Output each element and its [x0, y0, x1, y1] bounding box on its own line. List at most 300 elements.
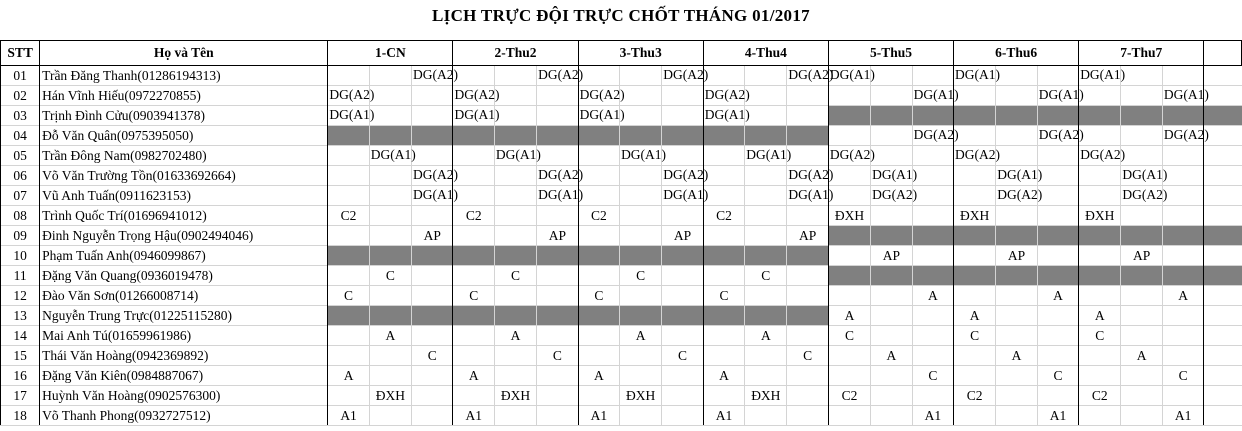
- schedule-cell[interactable]: [1037, 186, 1078, 206]
- schedule-cell[interactable]: [662, 166, 709, 186]
- schedule-cell[interactable]: [703, 346, 744, 366]
- schedule-cell[interactable]: C: [578, 286, 619, 306]
- schedule-cell[interactable]: [453, 346, 494, 366]
- schedule-cell[interactable]: [1204, 186, 1242, 206]
- schedule-cell[interactable]: [703, 246, 744, 266]
- schedule-cell[interactable]: [369, 66, 411, 86]
- schedule-cell[interactable]: [954, 266, 996, 286]
- schedule-cell[interactable]: [996, 186, 1043, 206]
- schedule-cell[interactable]: ĐXH: [1079, 206, 1121, 226]
- schedule-cell[interactable]: [828, 246, 870, 266]
- schedule-cell[interactable]: [787, 266, 828, 286]
- schedule-cell[interactable]: A1: [912, 406, 953, 426]
- schedule-cell[interactable]: [1079, 66, 1126, 86]
- schedule-cell[interactable]: AP: [412, 226, 453, 246]
- schedule-cell[interactable]: [494, 106, 536, 126]
- schedule-cell[interactable]: [494, 346, 536, 366]
- schedule-cell[interactable]: [620, 406, 662, 426]
- schedule-cell[interactable]: [412, 246, 453, 266]
- schedule-cell[interactable]: [494, 66, 536, 86]
- schedule-cell[interactable]: [369, 146, 416, 166]
- schedule-cell[interactable]: [1079, 366, 1121, 386]
- schedule-cell[interactable]: [1121, 186, 1168, 206]
- schedule-cell[interactable]: [494, 166, 536, 186]
- schedule-cell[interactable]: [871, 86, 912, 106]
- schedule-cell[interactable]: AP: [871, 246, 912, 266]
- schedule-cell[interactable]: [537, 126, 578, 146]
- schedule-cell[interactable]: [1121, 406, 1162, 426]
- schedule-cell[interactable]: [369, 246, 411, 266]
- schedule-cell[interactable]: [871, 146, 912, 166]
- schedule-cell[interactable]: C2: [703, 206, 744, 226]
- schedule-cell[interactable]: [578, 146, 619, 166]
- schedule-cell[interactable]: [954, 146, 1001, 166]
- schedule-cell[interactable]: [412, 286, 453, 306]
- schedule-cell[interactable]: [745, 246, 787, 266]
- schedule-cell[interactable]: [453, 386, 494, 406]
- schedule-cell[interactable]: [828, 266, 870, 286]
- schedule-cell[interactable]: A: [828, 306, 870, 326]
- schedule-cell[interactable]: [703, 126, 744, 146]
- schedule-cell[interactable]: [662, 246, 703, 266]
- schedule-cell[interactable]: C: [369, 266, 411, 286]
- schedule-cell[interactable]: C: [912, 366, 953, 386]
- schedule-cell[interactable]: [453, 246, 494, 266]
- schedule-cell[interactable]: [996, 206, 1037, 226]
- schedule-cell[interactable]: [328, 86, 375, 106]
- schedule-cell[interactable]: [453, 186, 494, 206]
- schedule-cell[interactable]: [494, 146, 541, 166]
- schedule-cell[interactable]: [703, 226, 744, 246]
- schedule-cell[interactable]: [1121, 226, 1162, 246]
- schedule-cell[interactable]: [328, 346, 369, 366]
- schedule-cell[interactable]: C: [1079, 326, 1121, 346]
- schedule-cell[interactable]: [578, 346, 619, 366]
- schedule-cell[interactable]: A: [745, 326, 787, 346]
- schedule-cell[interactable]: [1162, 386, 1203, 406]
- schedule-cell[interactable]: [328, 266, 369, 286]
- schedule-cell[interactable]: [787, 206, 828, 226]
- schedule-cell[interactable]: [787, 326, 828, 346]
- schedule-cell[interactable]: [494, 186, 536, 206]
- schedule-cell[interactable]: C: [1162, 366, 1203, 386]
- schedule-cell[interactable]: A: [578, 366, 619, 386]
- schedule-cell[interactable]: [828, 66, 875, 86]
- schedule-cell[interactable]: A: [1121, 346, 1162, 366]
- schedule-cell[interactable]: [871, 186, 918, 206]
- schedule-cell[interactable]: [912, 346, 953, 366]
- schedule-cell[interactable]: A: [328, 366, 369, 386]
- schedule-cell[interactable]: [537, 286, 578, 306]
- schedule-cell[interactable]: [787, 246, 828, 266]
- schedule-cell[interactable]: [828, 406, 870, 426]
- schedule-cell[interactable]: [745, 66, 787, 86]
- schedule-cell[interactable]: [1121, 266, 1162, 286]
- schedule-cell[interactable]: [1162, 186, 1203, 206]
- schedule-cell[interactable]: [1204, 326, 1242, 346]
- schedule-cell[interactable]: [369, 86, 411, 106]
- schedule-cell[interactable]: [328, 126, 369, 146]
- schedule-cell[interactable]: [745, 406, 787, 426]
- schedule-cell[interactable]: [954, 406, 996, 426]
- schedule-cell[interactable]: [328, 326, 369, 346]
- schedule-cell[interactable]: [703, 186, 744, 206]
- schedule-cell[interactable]: [453, 126, 494, 146]
- schedule-cell[interactable]: [1037, 106, 1078, 126]
- schedule-cell[interactable]: C2: [578, 206, 619, 226]
- schedule-cell[interactable]: [1079, 286, 1121, 306]
- schedule-cell[interactable]: [703, 386, 744, 406]
- schedule-cell[interactable]: [828, 226, 870, 246]
- schedule-cell[interactable]: [537, 106, 578, 126]
- schedule-cell[interactable]: [578, 166, 619, 186]
- schedule-cell[interactable]: [954, 226, 996, 246]
- schedule-cell[interactable]: [996, 146, 1037, 166]
- schedule-cell[interactable]: [745, 346, 787, 366]
- schedule-cell[interactable]: [662, 146, 703, 166]
- schedule-cell[interactable]: C: [787, 346, 828, 366]
- schedule-cell[interactable]: [369, 286, 411, 306]
- schedule-cell[interactable]: A: [703, 366, 744, 386]
- schedule-cell[interactable]: [745, 86, 787, 106]
- schedule-cell[interactable]: [1121, 66, 1162, 86]
- schedule-cell[interactable]: [537, 246, 578, 266]
- schedule-cell[interactable]: [787, 366, 828, 386]
- schedule-cell[interactable]: [578, 126, 619, 146]
- schedule-cell[interactable]: [871, 326, 912, 346]
- schedule-cell[interactable]: [828, 146, 875, 166]
- schedule-cell[interactable]: [328, 386, 369, 406]
- schedule-cell[interactable]: [662, 286, 703, 306]
- schedule-cell[interactable]: [1204, 86, 1242, 106]
- schedule-cell[interactable]: [328, 106, 375, 126]
- schedule-cell[interactable]: [1162, 66, 1203, 86]
- schedule-cell[interactable]: [912, 66, 953, 86]
- schedule-cell[interactable]: C: [662, 346, 703, 366]
- schedule-cell[interactable]: [912, 266, 953, 286]
- schedule-cell[interactable]: [537, 406, 578, 426]
- schedule-cell[interactable]: ĐXH: [828, 206, 870, 226]
- schedule-cell[interactable]: [1162, 86, 1209, 106]
- schedule-cell[interactable]: [787, 386, 828, 406]
- schedule-cell[interactable]: [996, 306, 1037, 326]
- schedule-cell[interactable]: [578, 266, 619, 286]
- schedule-cell[interactable]: [1121, 306, 1162, 326]
- schedule-cell[interactable]: [412, 66, 458, 86]
- schedule-cell[interactable]: [787, 146, 828, 166]
- schedule-cell[interactable]: [1162, 146, 1203, 166]
- schedule-cell[interactable]: [662, 306, 703, 326]
- schedule-cell[interactable]: [996, 406, 1037, 426]
- schedule-cell[interactable]: [369, 186, 411, 206]
- schedule-cell[interactable]: [328, 166, 369, 186]
- schedule-cell[interactable]: [1079, 146, 1126, 166]
- schedule-cell[interactable]: [871, 286, 912, 306]
- schedule-cell[interactable]: [996, 106, 1037, 126]
- schedule-cell[interactable]: [453, 326, 494, 346]
- schedule-cell[interactable]: [578, 66, 619, 86]
- schedule-cell[interactable]: [369, 106, 411, 126]
- schedule-cell[interactable]: [620, 286, 662, 306]
- schedule-cell[interactable]: [620, 186, 662, 206]
- schedule-cell[interactable]: [996, 386, 1037, 406]
- schedule-cell[interactable]: [912, 146, 953, 166]
- schedule-cell[interactable]: ĐXH: [494, 386, 536, 406]
- schedule-cell[interactable]: [369, 166, 411, 186]
- schedule-cell[interactable]: [745, 366, 787, 386]
- schedule-cell[interactable]: [537, 386, 578, 406]
- schedule-cell[interactable]: C: [954, 326, 996, 346]
- schedule-cell[interactable]: [703, 306, 744, 326]
- schedule-cell[interactable]: [494, 226, 536, 246]
- schedule-cell[interactable]: [1204, 266, 1242, 286]
- schedule-cell[interactable]: [328, 186, 369, 206]
- schedule-cell[interactable]: [1037, 126, 1084, 146]
- schedule-cell[interactable]: [1121, 366, 1162, 386]
- schedule-cell[interactable]: [620, 66, 662, 86]
- schedule-cell[interactable]: [662, 186, 709, 206]
- schedule-cell[interactable]: [996, 286, 1037, 306]
- schedule-cell[interactable]: [828, 166, 870, 186]
- schedule-cell[interactable]: [1037, 146, 1078, 166]
- schedule-cell[interactable]: [703, 86, 750, 106]
- schedule-cell[interactable]: [1204, 246, 1242, 266]
- schedule-cell[interactable]: [828, 106, 870, 126]
- schedule-cell[interactable]: A: [954, 306, 996, 326]
- schedule-cell[interactable]: [537, 326, 578, 346]
- schedule-cell[interactable]: [1121, 126, 1162, 146]
- schedule-cell[interactable]: C: [703, 286, 744, 306]
- schedule-cell[interactable]: [1079, 166, 1121, 186]
- schedule-cell[interactable]: [369, 366, 411, 386]
- schedule-cell[interactable]: [1037, 326, 1078, 346]
- schedule-cell[interactable]: ĐXH: [745, 386, 787, 406]
- schedule-cell[interactable]: [453, 266, 494, 286]
- schedule-cell[interactable]: [1121, 206, 1162, 226]
- schedule-cell[interactable]: [912, 226, 953, 246]
- schedule-cell[interactable]: [871, 226, 912, 246]
- schedule-cell[interactable]: [1079, 186, 1121, 206]
- schedule-cell[interactable]: [1162, 246, 1203, 266]
- schedule-cell[interactable]: [412, 366, 453, 386]
- schedule-cell[interactable]: [996, 266, 1037, 286]
- schedule-cell[interactable]: C: [1037, 366, 1078, 386]
- schedule-cell[interactable]: [620, 106, 662, 126]
- schedule-cell[interactable]: [412, 86, 453, 106]
- schedule-cell[interactable]: [1121, 386, 1162, 406]
- schedule-cell[interactable]: [1037, 86, 1084, 106]
- schedule-cell[interactable]: [912, 206, 953, 226]
- schedule-cell[interactable]: [1121, 326, 1162, 346]
- schedule-cell[interactable]: [787, 186, 834, 206]
- schedule-cell[interactable]: [1037, 266, 1078, 286]
- schedule-cell[interactable]: [1204, 66, 1242, 86]
- schedule-cell[interactable]: [412, 266, 453, 286]
- schedule-cell[interactable]: [412, 146, 453, 166]
- schedule-cell[interactable]: [494, 126, 536, 146]
- schedule-cell[interactable]: [996, 226, 1037, 246]
- schedule-cell[interactable]: [954, 126, 996, 146]
- schedule-cell[interactable]: [745, 206, 787, 226]
- schedule-cell[interactable]: [494, 286, 536, 306]
- schedule-cell[interactable]: [537, 306, 578, 326]
- schedule-cell[interactable]: AP: [787, 226, 828, 246]
- schedule-cell[interactable]: C2: [1079, 386, 1121, 406]
- schedule-cell[interactable]: A1: [453, 406, 494, 426]
- schedule-cell[interactable]: A: [912, 286, 953, 306]
- schedule-cell[interactable]: [662, 366, 703, 386]
- schedule-cell[interactable]: [1079, 226, 1121, 246]
- schedule-cell[interactable]: [1204, 286, 1242, 306]
- schedule-cell[interactable]: [954, 246, 996, 266]
- schedule-cell[interactable]: [578, 186, 619, 206]
- schedule-cell[interactable]: [412, 406, 453, 426]
- schedule-cell[interactable]: [620, 206, 662, 226]
- schedule-cell[interactable]: [1204, 166, 1242, 186]
- schedule-cell[interactable]: [871, 166, 918, 186]
- schedule-cell[interactable]: [1037, 346, 1078, 366]
- schedule-cell[interactable]: [703, 266, 744, 286]
- schedule-cell[interactable]: A: [1037, 286, 1078, 306]
- schedule-cell[interactable]: AP: [662, 226, 703, 246]
- schedule-cell[interactable]: [703, 66, 744, 86]
- schedule-cell[interactable]: [537, 186, 584, 206]
- schedule-cell[interactable]: [745, 306, 787, 326]
- schedule-cell[interactable]: [1162, 326, 1203, 346]
- schedule-cell[interactable]: [787, 126, 828, 146]
- schedule-cell[interactable]: [620, 246, 662, 266]
- schedule-cell[interactable]: [578, 306, 619, 326]
- schedule-cell[interactable]: A: [871, 346, 912, 366]
- schedule-cell[interactable]: [620, 366, 662, 386]
- schedule-cell[interactable]: [662, 66, 709, 86]
- schedule-cell[interactable]: [328, 246, 369, 266]
- schedule-cell[interactable]: [1204, 206, 1242, 226]
- schedule-cell[interactable]: [578, 386, 619, 406]
- schedule-cell[interactable]: [703, 166, 744, 186]
- schedule-cell[interactable]: [369, 406, 411, 426]
- schedule-cell[interactable]: [912, 126, 959, 146]
- schedule-cell[interactable]: [662, 406, 703, 426]
- schedule-cell[interactable]: [996, 166, 1043, 186]
- schedule-cell[interactable]: [662, 386, 703, 406]
- schedule-cell[interactable]: C: [537, 346, 578, 366]
- schedule-cell[interactable]: [996, 366, 1037, 386]
- schedule-cell[interactable]: [745, 226, 787, 246]
- schedule-cell[interactable]: [1162, 226, 1203, 246]
- schedule-cell[interactable]: [453, 86, 500, 106]
- schedule-cell[interactable]: [954, 186, 996, 206]
- schedule-cell[interactable]: [369, 206, 411, 226]
- schedule-cell[interactable]: [369, 126, 411, 146]
- schedule-cell[interactable]: C: [453, 286, 494, 306]
- schedule-cell[interactable]: [537, 146, 578, 166]
- schedule-cell[interactable]: A1: [1162, 406, 1203, 426]
- schedule-cell[interactable]: [662, 86, 703, 106]
- schedule-cell[interactable]: [787, 406, 828, 426]
- schedule-cell[interactable]: [328, 306, 369, 326]
- schedule-cell[interactable]: [453, 66, 494, 86]
- schedule-cell[interactable]: [412, 386, 453, 406]
- schedule-cell[interactable]: [1037, 226, 1078, 246]
- schedule-cell[interactable]: [328, 66, 369, 86]
- schedule-cell[interactable]: [871, 106, 912, 126]
- schedule-cell[interactable]: [537, 206, 578, 226]
- schedule-cell[interactable]: [1204, 346, 1242, 366]
- schedule-cell[interactable]: [787, 306, 828, 326]
- schedule-cell[interactable]: [828, 186, 870, 206]
- schedule-cell[interactable]: C: [745, 266, 787, 286]
- schedule-cell[interactable]: [954, 366, 996, 386]
- schedule-cell[interactable]: [996, 86, 1037, 106]
- schedule-cell[interactable]: [620, 146, 667, 166]
- schedule-cell[interactable]: A: [1162, 286, 1203, 306]
- schedule-cell[interactable]: C2: [828, 386, 870, 406]
- schedule-cell[interactable]: A: [620, 326, 662, 346]
- schedule-cell[interactable]: A1: [328, 406, 369, 426]
- schedule-cell[interactable]: [1204, 366, 1242, 386]
- schedule-cell[interactable]: C: [620, 266, 662, 286]
- schedule-cell[interactable]: [828, 126, 870, 146]
- schedule-cell[interactable]: [537, 166, 584, 186]
- schedule-cell[interactable]: [787, 286, 828, 306]
- schedule-cell[interactable]: [1079, 106, 1121, 126]
- schedule-cell[interactable]: [620, 346, 662, 366]
- schedule-cell[interactable]: [745, 146, 792, 166]
- schedule-cell[interactable]: [662, 266, 703, 286]
- schedule-cell[interactable]: [996, 66, 1037, 86]
- schedule-cell[interactable]: [1037, 246, 1078, 266]
- schedule-cell[interactable]: [620, 86, 662, 106]
- schedule-cell[interactable]: [662, 106, 703, 126]
- schedule-cell[interactable]: C: [494, 266, 536, 286]
- schedule-cell[interactable]: [537, 66, 584, 86]
- schedule-cell[interactable]: C2: [453, 206, 494, 226]
- schedule-cell[interactable]: [578, 326, 619, 346]
- schedule-cell[interactable]: [1121, 106, 1162, 126]
- schedule-cell[interactable]: [912, 106, 953, 126]
- schedule-cell[interactable]: [1121, 146, 1162, 166]
- schedule-cell[interactable]: [912, 186, 953, 206]
- schedule-cell[interactable]: A: [369, 326, 411, 346]
- schedule-cell[interactable]: AP: [537, 226, 578, 246]
- schedule-cell[interactable]: [1121, 166, 1168, 186]
- schedule-cell[interactable]: [1121, 286, 1162, 306]
- schedule-cell[interactable]: A1: [1037, 406, 1078, 426]
- schedule-cell[interactable]: A: [453, 366, 494, 386]
- schedule-cell[interactable]: [871, 406, 912, 426]
- schedule-cell[interactable]: [412, 106, 453, 126]
- schedule-cell[interactable]: [1121, 86, 1162, 106]
- schedule-cell[interactable]: [1079, 346, 1121, 366]
- schedule-cell[interactable]: [954, 86, 996, 106]
- schedule-cell[interactable]: C2: [328, 206, 369, 226]
- schedule-cell[interactable]: [1037, 166, 1078, 186]
- schedule-cell[interactable]: [1162, 126, 1209, 146]
- schedule-cell[interactable]: [1079, 406, 1121, 426]
- schedule-cell[interactable]: [871, 366, 912, 386]
- schedule-cell[interactable]: [787, 86, 828, 106]
- schedule-cell[interactable]: [745, 286, 787, 306]
- schedule-cell[interactable]: [1204, 226, 1242, 246]
- schedule-cell[interactable]: [871, 386, 912, 406]
- schedule-cell[interactable]: [912, 166, 953, 186]
- schedule-cell[interactable]: [1204, 406, 1242, 426]
- schedule-cell[interactable]: [954, 66, 1001, 86]
- schedule-cell[interactable]: [871, 306, 912, 326]
- schedule-cell[interactable]: [369, 226, 411, 246]
- schedule-cell[interactable]: AP: [996, 246, 1037, 266]
